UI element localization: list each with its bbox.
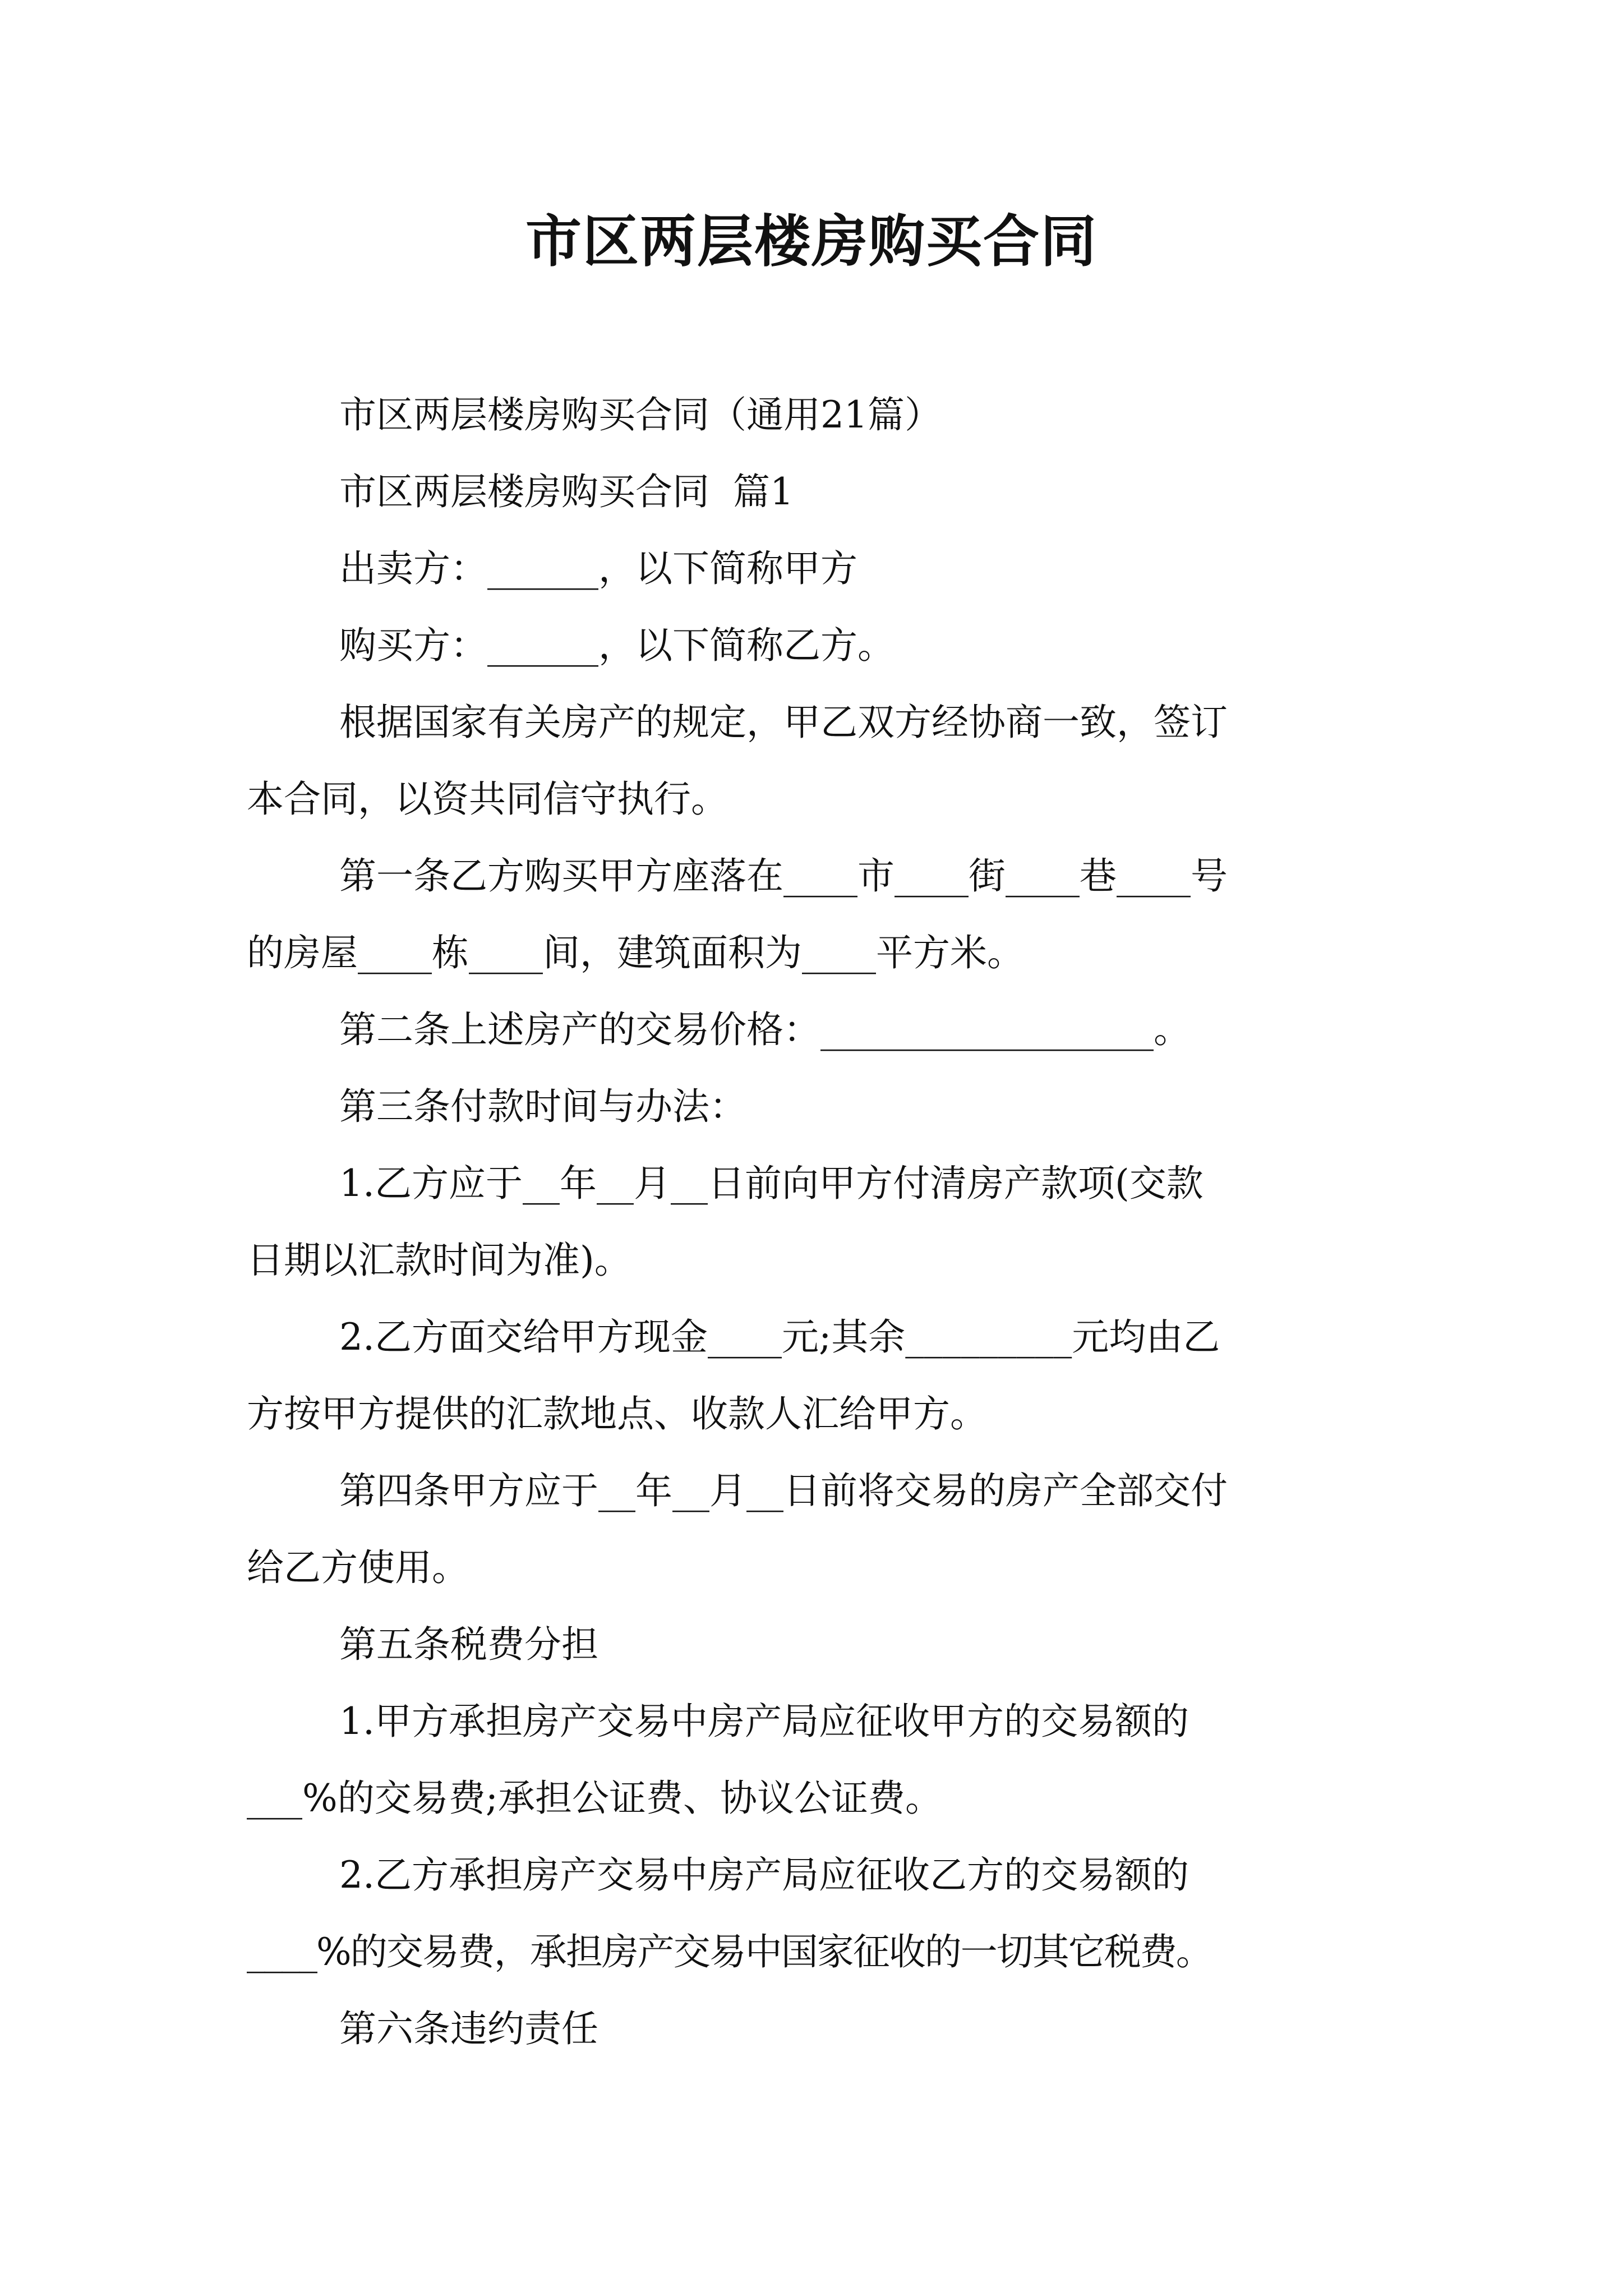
article-5-item-1: ___%的交易费;承担公证费、协议公证费。 <box>247 1777 942 1820</box>
article-1-line: 的房屋____栋____间，建筑面积为____平方米。 <box>247 931 1024 974</box>
article-3-item-2: 2.乙方面交给甲方现金____元;其余_________元均由乙 <box>339 1315 1220 1359</box>
paragraph-line: 本合同，以资共同信守执行。 <box>247 777 728 821</box>
article-3-item-1: 1.乙方应于__年__月__日前向甲方付清房产款项(交款 <box>339 1162 1204 1205</box>
article-5-item-1: 1.甲方承担房产交易中房产局应征收甲方的交易额的 <box>339 1700 1189 1743</box>
article-5-heading: 第五条税费分担 <box>339 1623 598 1666</box>
article-3-heading: 第三条付款时间与办法： <box>339 1085 746 1128</box>
article-4-line: 第四条甲方应于__年__月__日前将交易的房产全部交付 <box>339 1469 1228 1512</box>
article-3-item-1: 日期以汇款时间为准)。 <box>247 1239 631 1282</box>
section-heading: 市区两层楼房购买合同 篇1 <box>339 470 794 513</box>
document-title: 市区两层楼房购买合同 <box>525 208 1098 274</box>
article-1-line: 第一条乙方购买甲方座落在____市____街____巷____号 <box>339 854 1228 898</box>
paragraph-line: 根据国家有关房产的规定，甲乙双方经协商一致，签订 <box>339 701 1228 744</box>
article-4-line: 给乙方使用。 <box>247 1546 469 1589</box>
article-3-item-2: 方按甲方提供的汇款地点、收款人汇给甲方。 <box>247 1392 987 1435</box>
doc-subtitle: 市区两层楼房购买合同（通用21篇） <box>339 393 942 436</box>
buyer-line: 购买方：______，以下简称乙方。 <box>339 624 895 667</box>
article-5-item-2: ____%的交易费，承担房产交易中国家征收的一切其它税费。 <box>247 1930 1212 1973</box>
seller-line: 出卖方：______，以下简称甲方 <box>339 547 857 590</box>
article-2-line: 第二条上述房产的交易价格：__________________。 <box>339 1008 1191 1051</box>
article-6-heading: 第六条违约责任 <box>339 2007 598 2050</box>
article-5-item-2: 2.乙方承担房产交易中房产局应征收乙方的交易额的 <box>339 1853 1189 1897</box>
